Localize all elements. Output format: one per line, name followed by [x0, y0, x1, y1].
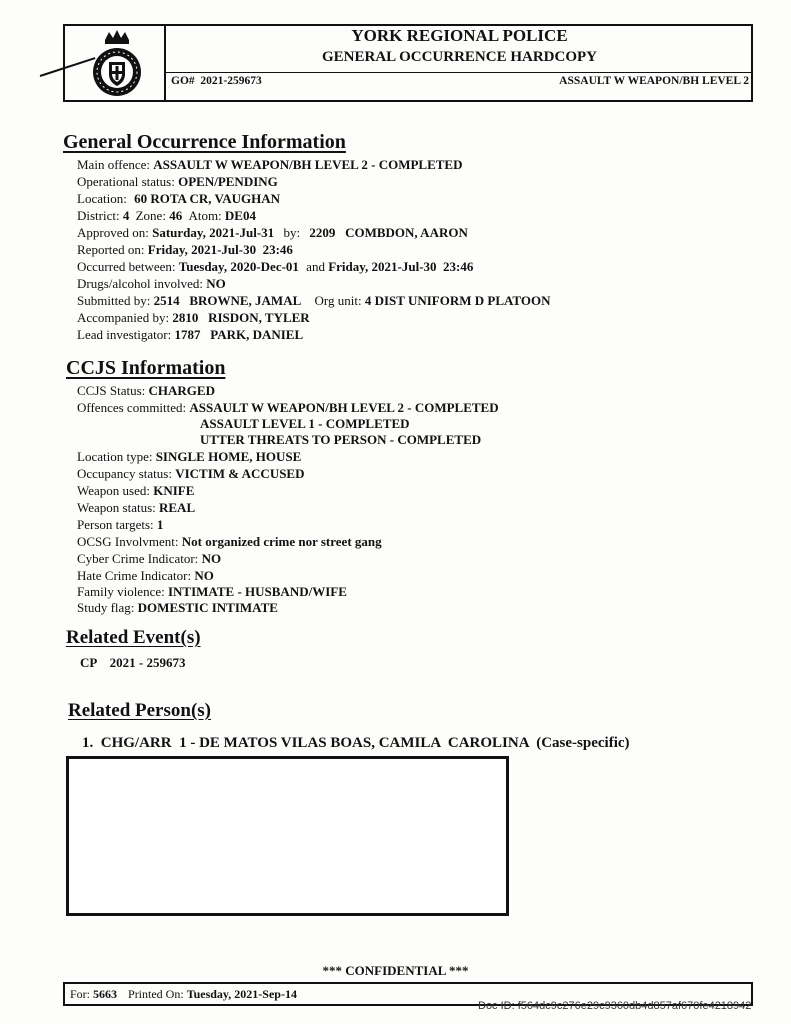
occupancy-row	[77, 466, 305, 482]
targets-label: Person targets:	[77, 517, 154, 532]
location-row	[77, 191, 280, 207]
submitted-label: Submitted by:	[77, 293, 151, 308]
section-title-persons: Related Person(s)	[68, 700, 211, 721]
location-value: 60 ROTA CR, VAUGHAN	[134, 191, 280, 206]
section-title-events: Related Event(s)	[66, 627, 201, 648]
occurred-label: Occurred between:	[77, 259, 176, 274]
person-item: 1. CHG/ARR 1 - DE MATOS VILAS BOAS, CAMILA CAROLINA (Case-specific)	[82, 735, 630, 751]
header-divider	[166, 72, 751, 73]
offences-row	[77, 400, 499, 416]
study-label: Study flag:	[77, 600, 135, 615]
reported-label: Reported on:	[77, 242, 145, 257]
ccjs-status-label: CCJS Status:	[77, 383, 146, 398]
accompanied-row	[77, 310, 310, 326]
go-label: GO#	[171, 75, 195, 87]
redacted-box	[66, 756, 509, 916]
weapon-value: KNIFE	[153, 483, 195, 498]
study-row	[77, 600, 278, 616]
approved-row	[77, 225, 468, 241]
weapon-status-value: REAL	[159, 500, 196, 515]
status-value: OPEN/PENDING	[178, 174, 278, 189]
targets-row	[77, 517, 163, 533]
org-label: Org unit:	[314, 293, 362, 308]
offences-label: Offences committed:	[77, 400, 187, 415]
location-type-value: SINGLE HOME, HOUSE	[155, 449, 302, 464]
offence-item	[200, 432, 481, 448]
agency-title: YORK REGIONAL POLICE	[351, 26, 568, 45]
drugs-row	[77, 276, 226, 292]
ocsg-row	[77, 534, 382, 550]
cyber-value: NO	[201, 551, 222, 566]
cyber-label: Cyber Crime Indicator:	[77, 551, 199, 566]
header-offence: ASSAULT W WEAPON/BH LEVEL 2	[559, 75, 749, 87]
district-value: 4	[122, 208, 130, 223]
footer-print-info	[70, 987, 297, 1002]
section-title-general: General Occurrence Information	[63, 131, 346, 153]
lead-value: 1787 PARK, DANIEL	[174, 327, 304, 342]
weapon-status-row	[77, 500, 195, 516]
zone-label: Zone:	[135, 208, 166, 223]
targets-value: 1	[156, 517, 164, 532]
offence-item-text: UTTER THREATS TO PERSON - COMPLETED	[200, 432, 482, 447]
section-title-ccjs: CCJS Information	[66, 357, 226, 379]
zone-value: 46	[169, 208, 183, 223]
for-label: For:	[70, 987, 91, 1001]
occurred-to-value: Friday, 2021-Jul-30 23:46	[328, 259, 474, 274]
offence-item: ASSAULT W WEAPON/BH LEVEL 2 - COMPLETED	[189, 400, 499, 415]
status-label: Operational status:	[77, 174, 175, 189]
hate-value: NO	[194, 568, 214, 583]
submitted-value: 2514 BROWNE, JAMAL	[153, 293, 302, 308]
main-offence-row	[77, 157, 463, 173]
printed-value: Tuesday, 2021-Sep-14	[186, 987, 297, 1001]
atom-value: DE04	[224, 208, 256, 223]
drugs-value: NO	[206, 276, 226, 291]
family-label: Family violence:	[77, 584, 165, 599]
hate-label: Hate Crime Indicator:	[77, 568, 192, 583]
cyber-row	[77, 551, 221, 567]
event-item: CP 2021 - 259673	[80, 655, 186, 670]
reported-value: Friday, 2021-Jul-30 23:46	[147, 242, 293, 257]
family-value: INTIMATE - HUSBAND/WIFE	[167, 584, 347, 599]
approved-value: Saturday, 2021-Jul-31	[152, 225, 275, 240]
occupancy-label: Occupancy status:	[77, 466, 172, 481]
hate-row	[77, 568, 214, 584]
status-row	[77, 174, 278, 190]
ocsg-label: OCSG Involvment:	[77, 534, 179, 549]
weapon-status-label: Weapon status:	[77, 500, 156, 515]
ccjs-status-row	[77, 383, 215, 399]
weapon-row	[77, 483, 194, 499]
document-subtitle: GENERAL OCCURRENCE HARDCOPY	[321, 49, 598, 65]
main-offence-value: ASSAULT W WEAPON/BH LEVEL 2 - COMPLETED	[153, 157, 463, 172]
for-value: 5663	[93, 987, 118, 1001]
reported-row	[77, 242, 293, 258]
go-number	[171, 75, 262, 87]
offence-item	[200, 416, 410, 432]
by-label: by:	[283, 225, 301, 240]
drugs-label: Drugs/alcohol involved:	[77, 276, 204, 291]
location-type-row	[77, 449, 301, 465]
ocsg-value: Not organized crime nor street gang	[181, 534, 382, 549]
atom-label: Atom:	[188, 208, 222, 223]
family-row	[77, 584, 347, 600]
lead-label: Lead investigator:	[77, 327, 172, 342]
offence-item-text: ASSAULT LEVEL 1 - COMPLETED	[200, 416, 410, 431]
location-label: Location:	[77, 191, 127, 206]
occurred-from-value: Tuesday, 2020-Dec-01	[178, 259, 299, 274]
printed-label: Printed On:	[128, 987, 184, 1001]
submitted-row	[77, 293, 550, 309]
study-value: DOMESTIC INTIMATE	[137, 600, 278, 615]
district-row	[77, 208, 256, 224]
accompanied-value: 2810 RISDON, TYLER	[172, 310, 310, 325]
and-label: and	[306, 259, 325, 274]
org-value: 4 DIST UNIFORM D PLATOON	[364, 293, 551, 308]
confidential-label: *** CONFIDENTIAL ***	[322, 963, 469, 978]
weapon-label: Weapon used:	[77, 483, 150, 498]
main-offence-label: Main offence:	[77, 157, 151, 172]
lead-row	[77, 327, 303, 343]
accompanied-label: Accompanied by:	[77, 310, 170, 325]
district-label: District:	[77, 208, 120, 223]
go-value: 2021-259673	[200, 75, 262, 87]
doc-id: Doc ID: f564dc9c276e29c9360db4d857af670fe4218942	[478, 1000, 752, 1012]
location-type-label: Location type:	[77, 449, 153, 464]
york-regional-police-crest-icon	[87, 30, 147, 98]
approved-label: Approved on:	[77, 225, 149, 240]
occupancy-value: VICTIM & ACCUSED	[175, 466, 305, 481]
approved-by-value: 2209 COMBDON, AARON	[309, 225, 468, 240]
ccjs-status-value: CHARGED	[148, 383, 215, 398]
occurred-row	[77, 259, 473, 275]
